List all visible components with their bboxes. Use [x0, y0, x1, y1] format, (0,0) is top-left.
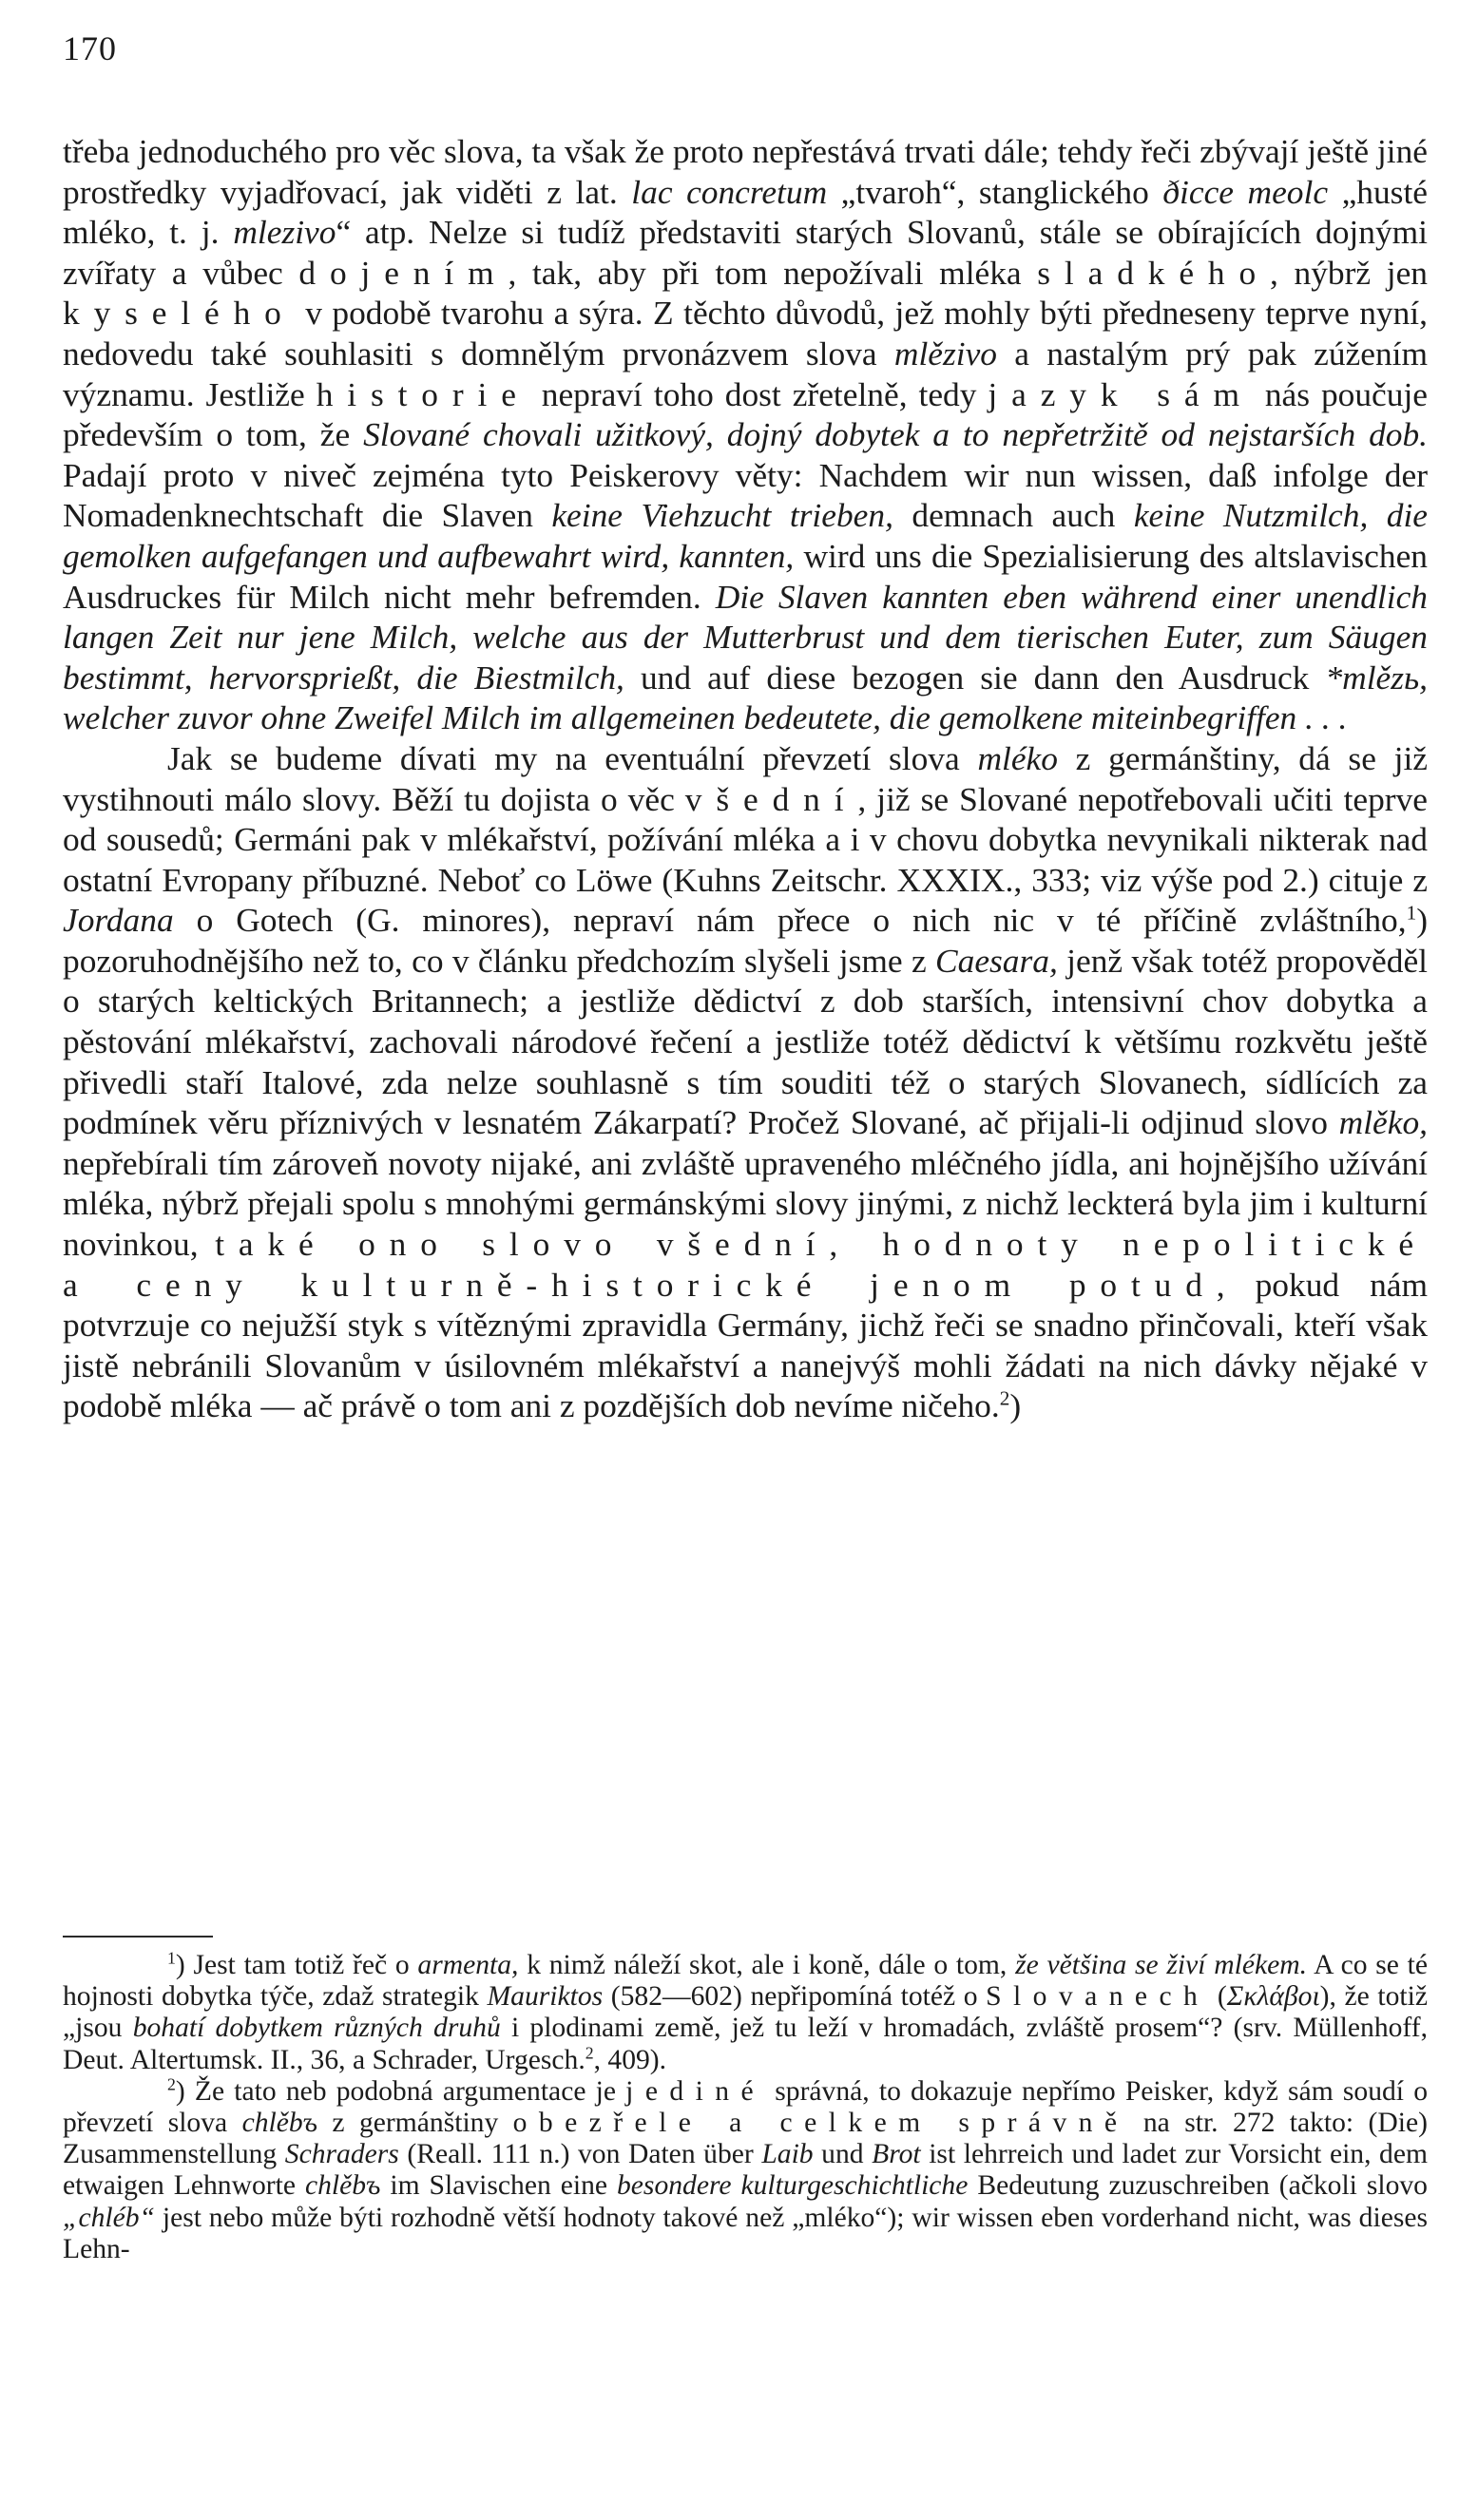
text-run: Padají proto v niveč zejména tyto Peiskerovy věty: Nachdem wir nun wissen, daß infolge der Nomadenknechtschaft die Slaven — [63, 455, 1428, 535]
page-number: 170 — [63, 29, 117, 67]
text-run: demnach auch — [893, 496, 1134, 535]
text-run: o Gotech (G. minores), nepraví nám přece o nich nic v té příčině zvláštního, — [173, 901, 1407, 940]
italic-text: Caesara, — [935, 941, 1058, 980]
spaced-emphasis: jediné — [625, 2075, 766, 2107]
text-run: , tak, aby při tom nepožívali mléka — [508, 253, 1038, 292]
text-run: ( — [1209, 1981, 1227, 2013]
spaced-emphasis: dojením — [298, 253, 509, 292]
text-run: A co se té hojnosti dobytka týče, zdaž strategik — [63, 1950, 1428, 2013]
text-run: ist lehrreich und ladet zur Vorsicht ein, dem etwaigen Lehnworte — [63, 2139, 1429, 2202]
footnote-ref: 1 — [1406, 901, 1417, 925]
text-run: třeba jednoduchého pro věc slova, ta však že proto nepřestává trvati dále; tehdy řeči zbývají ještě jiné prostředky vyjadřovací, jak viděti z lat. — [63, 132, 1428, 211]
text-run: v podobě tvarohu a sýra. Z těchto důvodů, jež mohly býti předneseny teprve nyní, nedovedu také souhlasiti s domnělým prvonázvem slova — [63, 294, 1428, 372]
italic-text: Laib — [761, 2139, 814, 2170]
italic-text: že většina se živí mlékem. — [1015, 1950, 1307, 1980]
text-run: jest nebo může býti rozhodně větší hodnoty takové než „mléko“); wir wissen eben vorderhand nicht, was dieses Lehn- — [63, 2202, 1428, 2264]
text-run: správná, to dokazuje nepřímo Peisker, když sám soudí o převzetí slova — [63, 2075, 1428, 2139]
italic-text: Jordana — [63, 901, 174, 940]
italic-text: mléko — [977, 738, 1058, 777]
text-run: nepraví toho dost zřetelně, tedy — [529, 374, 989, 413]
text-run: nás poučuje především o tom, že — [63, 374, 1429, 454]
text-run: z germánštiny — [317, 2108, 513, 2139]
paragraph-2 — [63, 738, 1428, 1426]
italic-text: mlězivo — [893, 334, 997, 372]
italic-text: Brot — [872, 2139, 921, 2170]
text-run: (582—602) nepřipomíná totéž o — [603, 1981, 987, 2013]
text-run: , 409). — [593, 2044, 667, 2075]
paragraph-1 — [63, 131, 1428, 738]
spaced-emphasis: také ono slovo všední, hodnoty nepolitické a ceny kulturně-historické jenom potud — [63, 1225, 1428, 1304]
italic-text: *mlězь, welcher zuvor ohne Zweifel Milch im allgemeinen bedeutete, die gemolkene miteinbegriffen . . . — [63, 658, 1428, 737]
text-run: z germánštiny, dá se již vystihnouti málo slovy. Běží tu dojista o věc — [63, 738, 1428, 818]
footnote-2 — [63, 2076, 1428, 2265]
text-run: nepřebírali tím zároveň novoty nijaké, ani zvláště upraveného mléčného jídla, ani hojnějšího užívání mléka, nýbrž přejali spolu s mnohými germánskými slovy jinými, z nichž leckterá byla jim i kulturní novinkou, — [63, 1143, 1428, 1264]
text-run: “ atp. Nelze si tudíž představiti starých Slovanů, stále se obírajících dojnými zvířaty a vůbec — [63, 213, 1428, 292]
footnote-separator — [63, 1936, 213, 1938]
text-run: ) pozoruhodnějšího než to, co v článku předchozím slyšeli jsme z — [63, 901, 1428, 980]
italic-text: keine Nutzmilch, die gemolken aufgefangen und aufbewahrt wird, kannten, — [63, 496, 1428, 575]
text-run: jenž však totéž propověděl o starých keltických Britannech; a jestliže dědictví z dob starších, intensivní chov dobytka a pěstování mlékařství, zachovali národové řečení a jestliže totéž dědictví k většímu rozkvětu ještě přivedli staří Italové, zda nelze souhlasně s tím souditi též o starých Slovanech, sídlících za podmínek věru příznivých v lesnatém Zákarpatí? Pročež Slované, ač přijali-li odjinud slovo — [63, 941, 1428, 1142]
text-run: und — [813, 2139, 873, 2170]
spaced-emphasis: všední — [684, 779, 858, 818]
italic-text: chlěbъ — [241, 2108, 318, 2139]
italic-text: ðicce meolc — [1162, 172, 1329, 211]
italic-text: mlezivo — [233, 213, 336, 252]
spaced-emphasis: sladkého — [1037, 253, 1271, 292]
text-run: k nimž náleží skot, ale i koně, dále o tom, — [518, 1950, 1016, 1980]
footnote-ref: 1 — [167, 1948, 176, 1968]
footnote-ref: 2 — [585, 2042, 594, 2062]
text-run: i plodinami země, jež tu leží v hromadách, zvláště prosem“? (srv. Müllenhoff, Deut. Altertumsk. II., 36, a Schrader, Urgesch. — [63, 2013, 1428, 2075]
italic-text: Die Slaven kannten eben während einer unendlich langen Zeit nur jene Milch, welche aus der Mutterbrust und dem tierischen Euter, zum Säugen bestimmt, hervorsprießt, die Biestmilch, — [63, 577, 1428, 697]
text-run: , nýbrž jen — [1270, 253, 1428, 292]
text-run: a nastalým prý pak zúžením významu. Jestliže — [63, 334, 1428, 413]
text-run: wird uns die Spezialisierung des altslavischen Ausdruckes für Milch nicht mehr befremden. — [63, 536, 1428, 616]
text-run: Jak se budeme dívati my na eventuální převzetí slova — [167, 738, 978, 777]
text-run: ), že totiž „jsou — [63, 1981, 1428, 2044]
text-run: „husté mléko, t. j. — [63, 172, 1428, 252]
text-run: „tvaroh“, stanglického — [827, 172, 1163, 211]
italic-text: besondere kulturgeschichtliche — [617, 2170, 969, 2202]
italic-text: Σκλάβοι — [1226, 1981, 1320, 2013]
text-run: , pokud nám potvrzuje co nejužší styk s vítěznými zpravidla Germány, jichž řeči se snadno přinčovali, kteří však jistě nebránili Slovanům v úsilovném mlékařství a nanejvýš mohli žádati na nich dávky nějaké v podobě mléka — ač právě o tom ani z pozdějších dob nevíme ničeho. — [63, 1265, 1428, 1425]
italic-text: Mauriktos — [487, 1981, 604, 2013]
footnote-ref: 2 — [999, 1386, 1010, 1410]
italic-text: Slované chovali užitkový, dojný dobytek a to nepřetržitě od nejstarších dob. — [363, 415, 1429, 454]
spaced-emphasis: Slovanech — [986, 1981, 1210, 2013]
footnotes — [63, 1950, 1428, 2265]
text-run: na str. 272 takto: (Die) Zusammenstellung — [63, 2108, 1428, 2170]
text-run: , již se Slované nepotřebovali učiti teprve od sousedů; Germáni pak v mlékařství, požívání mléka a i v chovu dobytka nevynikali nikterak nad ostatní Evropany příbuzné. Neboť co Löwe (Kuhns Zeitschr. XXXIX., 333; viz výše pod 2.) cituje z — [63, 779, 1428, 899]
italic-text: bohatí dobytkem různých druhů — [132, 2013, 501, 2044]
italic-text: keine Viehzucht trieben, — [551, 496, 893, 535]
text-run: (Reall. 111 n.) von Daten über — [398, 2139, 762, 2170]
spaced-emphasis: obezřele a celkem správně — [512, 2108, 1129, 2139]
text-run: im Slavischen eine — [380, 2170, 617, 2202]
text-run: ) Jest tam totiž řeč o — [175, 1950, 418, 1980]
footnote-ref: 2 — [167, 2074, 176, 2094]
spaced-emphasis: kyselého — [63, 294, 296, 333]
italic-text: armenta, — [417, 1950, 519, 1980]
text-run: Bedeutung zuzuschreiben (ačkoli slovo — [968, 2170, 1428, 2202]
spaced-emphasis: jazyk sám — [988, 374, 1254, 413]
text-run: ) — [1009, 1386, 1022, 1425]
spaced-emphasis: historie — [316, 374, 530, 413]
text-run: und auf diese bezogen sie dann den Ausdruck — [624, 658, 1326, 697]
italic-text: Schraders — [284, 2139, 399, 2170]
italic-text: „chléb“ — [63, 2202, 156, 2233]
italic-text: lac concretum — [631, 172, 828, 211]
italic-text: mlěko, — [1338, 1103, 1428, 1142]
footnote-1 — [63, 1950, 1428, 2076]
italic-text: chlěbъ — [304, 2170, 381, 2202]
text-run: ) Že tato neb podobná argumentace je — [175, 2075, 626, 2107]
main-text — [63, 131, 1428, 1426]
